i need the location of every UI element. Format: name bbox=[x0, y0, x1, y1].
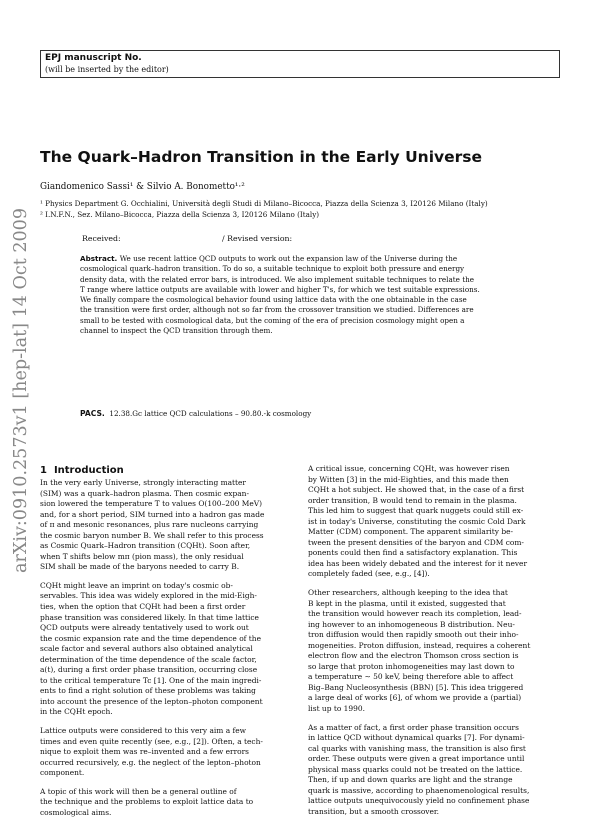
manuscript-label: EPJ manuscript No. bbox=[45, 53, 142, 63]
paragraph-gap bbox=[40, 779, 292, 787]
abstract-line: cosmological quark–hadron transition. To do so, a suitable technique to exploit both pressure and energy bbox=[80, 264, 465, 274]
body-text-line: B kept in the plasma, until it existed, suggested that bbox=[308, 598, 506, 608]
body-text-line: by Witten [3] in the mid-Eighties, and this made then bbox=[308, 474, 509, 484]
body-text-line: cosmological aims. bbox=[40, 807, 112, 817]
paragraph-gap bbox=[40, 718, 292, 726]
body-text-line: of π and mesonic resonances, plus rare nucleons carrying bbox=[40, 520, 259, 530]
body-text-line: ist in today's Universe, constituting the cosmic Cold Dark bbox=[308, 516, 526, 526]
pacs-text: 12.38.Gc lattice QCD calculations – 90.80.-k cosmology bbox=[109, 409, 312, 418]
body-text-line: sion lowered the temperature T to values O(100–200 MeV) bbox=[40, 499, 263, 509]
body-text-line: a(t), during a first order phase transition, occurring close bbox=[40, 665, 258, 675]
body-text-line: Big–Bang Nucleosynthesis (BBN) [5]. This idea triggered bbox=[308, 682, 524, 692]
body-text-line: the technique and the problems to exploit lattice data to bbox=[40, 797, 254, 807]
body-text-line: the transition would however reach its completion, lead- bbox=[308, 609, 522, 619]
body-text-line: a temperature ∼ 50 keV, being therefore able to affect bbox=[308, 672, 514, 682]
body-text-line: as Cosmic Quark–Hadron transition (CQHt). Soon after, bbox=[40, 541, 251, 551]
body-text-line: in lattice QCD without dynamical quarks [7]. For dynami- bbox=[308, 733, 525, 743]
paragraph-gap bbox=[40, 573, 292, 581]
body-text-line: In the very early Universe, strongly interacting matter bbox=[40, 478, 246, 487]
section-number: 1 bbox=[40, 465, 47, 476]
body-text-line: ents to find a right solution of these problems was taking bbox=[40, 686, 256, 696]
pacs-label: PACS. bbox=[80, 409, 105, 418]
body-text-line: tween the present densities of the baryon and CDM com- bbox=[308, 537, 524, 547]
body-text-line: nique to exploit them was re–invented and a few errors bbox=[40, 747, 249, 757]
body-text-line: into account the presence of the lepton–photon component bbox=[40, 696, 263, 706]
body-text-line: the cosmic expansion rate and the time dependence of the bbox=[40, 633, 261, 643]
body-text-line: and, for a short period, SIM turned into a hadron gas made bbox=[40, 509, 265, 519]
abstract-line: density data, with the related error bars, is introduced. We also implement suitable techniques to relate the bbox=[80, 274, 474, 284]
body-text-line: so large that proton inhomogeneities may last down to bbox=[308, 661, 515, 671]
right-column bbox=[308, 464, 560, 818]
affiliation-1: ¹ Physics Department G. Occhialini, Università degli Studi di Milano–Bicocca, Piazza della Scienza 3, I20126 Milano (Italy) bbox=[40, 199, 488, 208]
body-text-line: to the critical temperature Tc [1]. One of the main ingredi- bbox=[40, 675, 262, 685]
body-text-line: tron diffusion would then rapidly smooth out their inho- bbox=[308, 630, 519, 640]
received-label: Received: bbox=[82, 234, 121, 243]
body-text-line: transition, but a smooth crossover. bbox=[308, 806, 440, 816]
body-text-line: Lattice outputs were considered to this very aim a few bbox=[40, 726, 247, 736]
body-text-line: QCD outputs were already tentatively used to work out bbox=[40, 623, 249, 633]
pacs-line bbox=[80, 409, 311, 418]
section-heading bbox=[40, 465, 124, 476]
body-text-line: a large deal of works [6], of whom we provide a (partial) bbox=[308, 693, 522, 703]
body-text-line: quark is massive, according to phaenomenological results, bbox=[308, 785, 530, 795]
body-text-line: scale factor and several authors also obtained analytical bbox=[40, 644, 253, 654]
section-title: Introduction bbox=[53, 465, 124, 476]
body-text-line: A critical issue, concerning CQHt, was however risen bbox=[308, 464, 510, 473]
body-text-line: ties, when the option that CQHt had been a first order bbox=[40, 602, 246, 612]
body-text-line: phase transition was considered likely. In that time lattice bbox=[40, 612, 259, 622]
body-text-line: ponents could then find a satisfactory explanation. This bbox=[308, 548, 518, 558]
body-text-line: electron flow and the electron Thomson cross section is bbox=[308, 651, 519, 661]
body-text-line: CQHt might leave an imprint on today's cosmic ob- bbox=[40, 580, 233, 590]
abstract-line: T range where lattice outputs are available with lower and higher T's, for which we test suitable expressions. bbox=[80, 284, 480, 294]
body-text-line: Other researchers, although keeping to the idea that bbox=[308, 588, 508, 598]
editor-header-box bbox=[40, 50, 560, 78]
body-text-line: ing however to an inhomogeneous B distribution. Neu- bbox=[308, 619, 515, 629]
body-text-line: A topic of this work will then be a general outline of bbox=[40, 786, 237, 796]
abstract-label: Abstract. bbox=[80, 254, 120, 263]
body-text-line: completely faded (see, e.g., [4]). bbox=[308, 569, 430, 579]
body-text-line: servables. This idea was widely explored in the mid-Eigh- bbox=[40, 591, 257, 601]
abstract-line: channel to inspect the QCD transition through them. bbox=[80, 326, 273, 336]
body-text-line: mogeneities. Proton diffusion, instead, requires a coherent bbox=[308, 640, 531, 650]
body-text-line: As a matter of fact, a first order phase transition occurs bbox=[308, 722, 519, 732]
body-text-line: cal quarks with vanishing mass, the transition is also first bbox=[308, 743, 526, 753]
left-column bbox=[40, 478, 292, 818]
arxiv-identifier: arXiv:0910.2573v1 [hep-lat] 14 Oct 2009 bbox=[11, 209, 31, 573]
body-text-line: order transition, B would tend to remain in the plasma. bbox=[308, 495, 517, 505]
body-text-line: list up to 1990. bbox=[308, 704, 365, 714]
body-text-line: SIM shall be made of the baryons needed to carry B. bbox=[40, 562, 240, 572]
received-line bbox=[82, 234, 293, 243]
abstract-line: small to be tested with cosmological data, but the coming of the era of precision cosmology might open a bbox=[80, 315, 465, 325]
abstract-line: We finally compare the cosmological behavior found using lattice data with the one obtainable in the case bbox=[80, 295, 467, 305]
body-text-line: lattice outputs unequivocously yield no confinement phase bbox=[308, 796, 530, 806]
body-text-line: (SIM) was a quark–hadron plasma. Then cosmic expan- bbox=[40, 488, 249, 498]
body-text-line: Matter (CDM) component. The apparent similarity be- bbox=[308, 527, 514, 537]
body-text-line: order. These outputs were given a great importance until bbox=[308, 754, 525, 764]
body-text-line: component. bbox=[40, 768, 85, 778]
body-text-line: idea has been widely debated and the interest for it never bbox=[308, 558, 527, 568]
body-text-line: in the CQHt epoch. bbox=[40, 707, 113, 717]
arxiv-sidebar bbox=[2, 205, 34, 575]
abstract-line: the transition were first order, although not so far from the crossover transition we studied. Differences are bbox=[80, 305, 474, 315]
body-text-line: This led him to suggest that quark nuggets could still ex- bbox=[308, 506, 524, 516]
paragraph-gap bbox=[308, 715, 560, 723]
body-text-line: Then, if up and down quarks are light and the strange bbox=[308, 775, 513, 785]
paragraph-gap bbox=[308, 580, 560, 588]
abstract-line: Abstract. We use recent lattice QCD outputs to work out the expansion law of the Universe during the bbox=[80, 254, 458, 263]
abstract bbox=[80, 254, 520, 336]
body-text-line: physical mass quarks could not be treated on the lattice. bbox=[308, 764, 523, 774]
revised-label: / Revised version: bbox=[222, 234, 293, 243]
body-text-line: occurred recursively, e.g. the neglect of the lepton–photon bbox=[40, 757, 261, 767]
body-text-line: times and even quite recently (see, e.g., [2]). Often, a tech- bbox=[40, 736, 263, 746]
paper-title: The Quark–Hadron Transition in the Early Universe bbox=[40, 148, 483, 166]
authors: Giandomenico Sassi¹ & Silvio A. Bonometto¹·² bbox=[40, 182, 245, 192]
body-text-line: CQHt a hot subject. He showed that, in the case of a first bbox=[308, 485, 525, 495]
body-text-line: determination of the time dependence of the scale factor, bbox=[40, 654, 257, 664]
body-text-line: the cosmic baryon number B. We shall refer to this process bbox=[40, 530, 264, 540]
editor-note: (will be inserted by the editor) bbox=[45, 65, 169, 74]
affiliation-2: ² I.N.F.N., Sez. Milano–Bicocca, Piazza della Scienza 3, I20126 Milano (Italy) bbox=[40, 210, 320, 219]
body-text-line: when T shifts below mπ (pion mass), the only residual bbox=[40, 551, 244, 561]
